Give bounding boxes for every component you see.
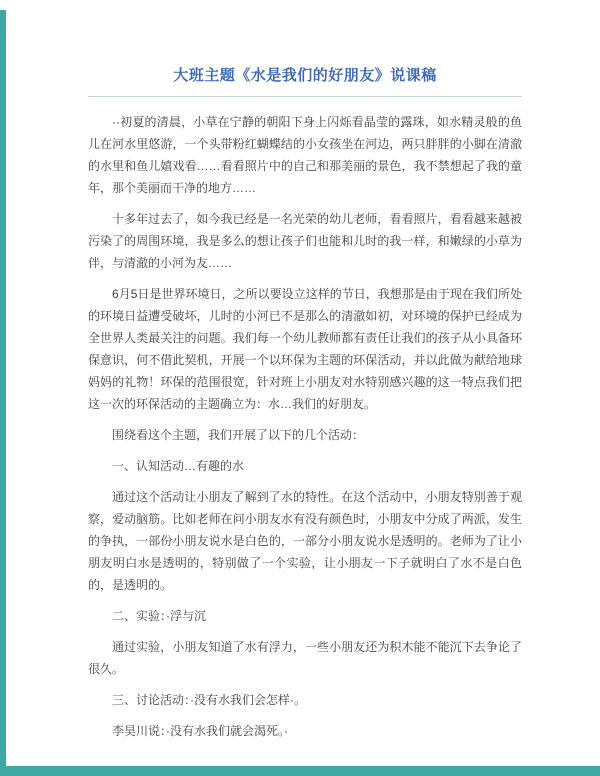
- paragraph: 通过这个活动让小朋友了解到了水的特性。在这个活动中，小朋友特别善于观察，爱动脑筋。比如老师在问小朋友水有没有颜色时，小朋友中分成了两派，发生的争执，一部份小朋友说水是白色的，一部分小朋友说水是透明的。老师为了让小朋友明白水是透明的，特别做了一个实验，让小朋友一下子就明白了水不是白色的，是透明的。: [88, 490, 522, 592]
- document-title: 大班主题《水是我们的好朋友》说课稿: [173, 67, 437, 84]
- document-page: [6, 0, 600, 766]
- title-divider: [88, 96, 522, 97]
- paragraph: 李昊川说：·没有水我们就会渴死。·: [112, 724, 288, 738]
- paragraph: 一、认知活动…有趣的水: [112, 459, 245, 473]
- paragraph: ··初夏的清晨，小草在宁静的朝阳下身上闪烁看晶莹的露珠，如水精灵般的鱼儿在河水里悠游，一个头带粉红蝴蝶结的小女孩坐在河边，两只胖胖的小脚在清澈的水里和鱼儿嬉戏看……看看照片中的自己和那美丽的景色，我不禁想起了我的童年，那个美丽而干净的地方……: [88, 115, 522, 195]
- paragraph: 围绕看这个主题，我们开展了以下的几个活动：: [112, 428, 365, 442]
- paragraph: 二、实验：·浮与沉: [112, 609, 206, 623]
- document-body: [88, 111, 522, 742]
- page-accent-left-bar: [0, 10, 6, 776]
- paragraph: 三、讨论活动：·没有水我们会怎样·。: [112, 693, 306, 707]
- page-accent-bottom-bar: [0, 766, 600, 776]
- paragraph: 十多年过去了，如今我已经是一名光荣的幼儿老师，看看照片，看看越来越被污染了的周围环境，我是多么的想让孩子们也能和儿时的我一样，和嫩绿的小草为伴，与清澈的小河为友……: [88, 212, 522, 270]
- paragraph: 通过实验，小朋友知道了水有浮力，一些小朋友还为积木能不能沉下去争论了很久。: [88, 640, 522, 676]
- paragraph: 6月5日是世界环境日，之所以要设立这样的节日，我想那是由于现在我们所处的环境日益遭受破坏，儿时的小河已不是那么的清澈如初，对环境的保护已经成为全世界人类最关注的问题。我们每一个幼儿教师都有责任让我们的孩子从小具备环保意识，何不借此契机，开展一个以环保为主题的环保活动，并以此做为献给地球妈妈的礼物！环保的范围很宽，针对班上小朋友对水特别感兴趣的这一特点我们把这一次的环保活动的主题确立为：水…我们的好朋友。: [88, 287, 522, 411]
